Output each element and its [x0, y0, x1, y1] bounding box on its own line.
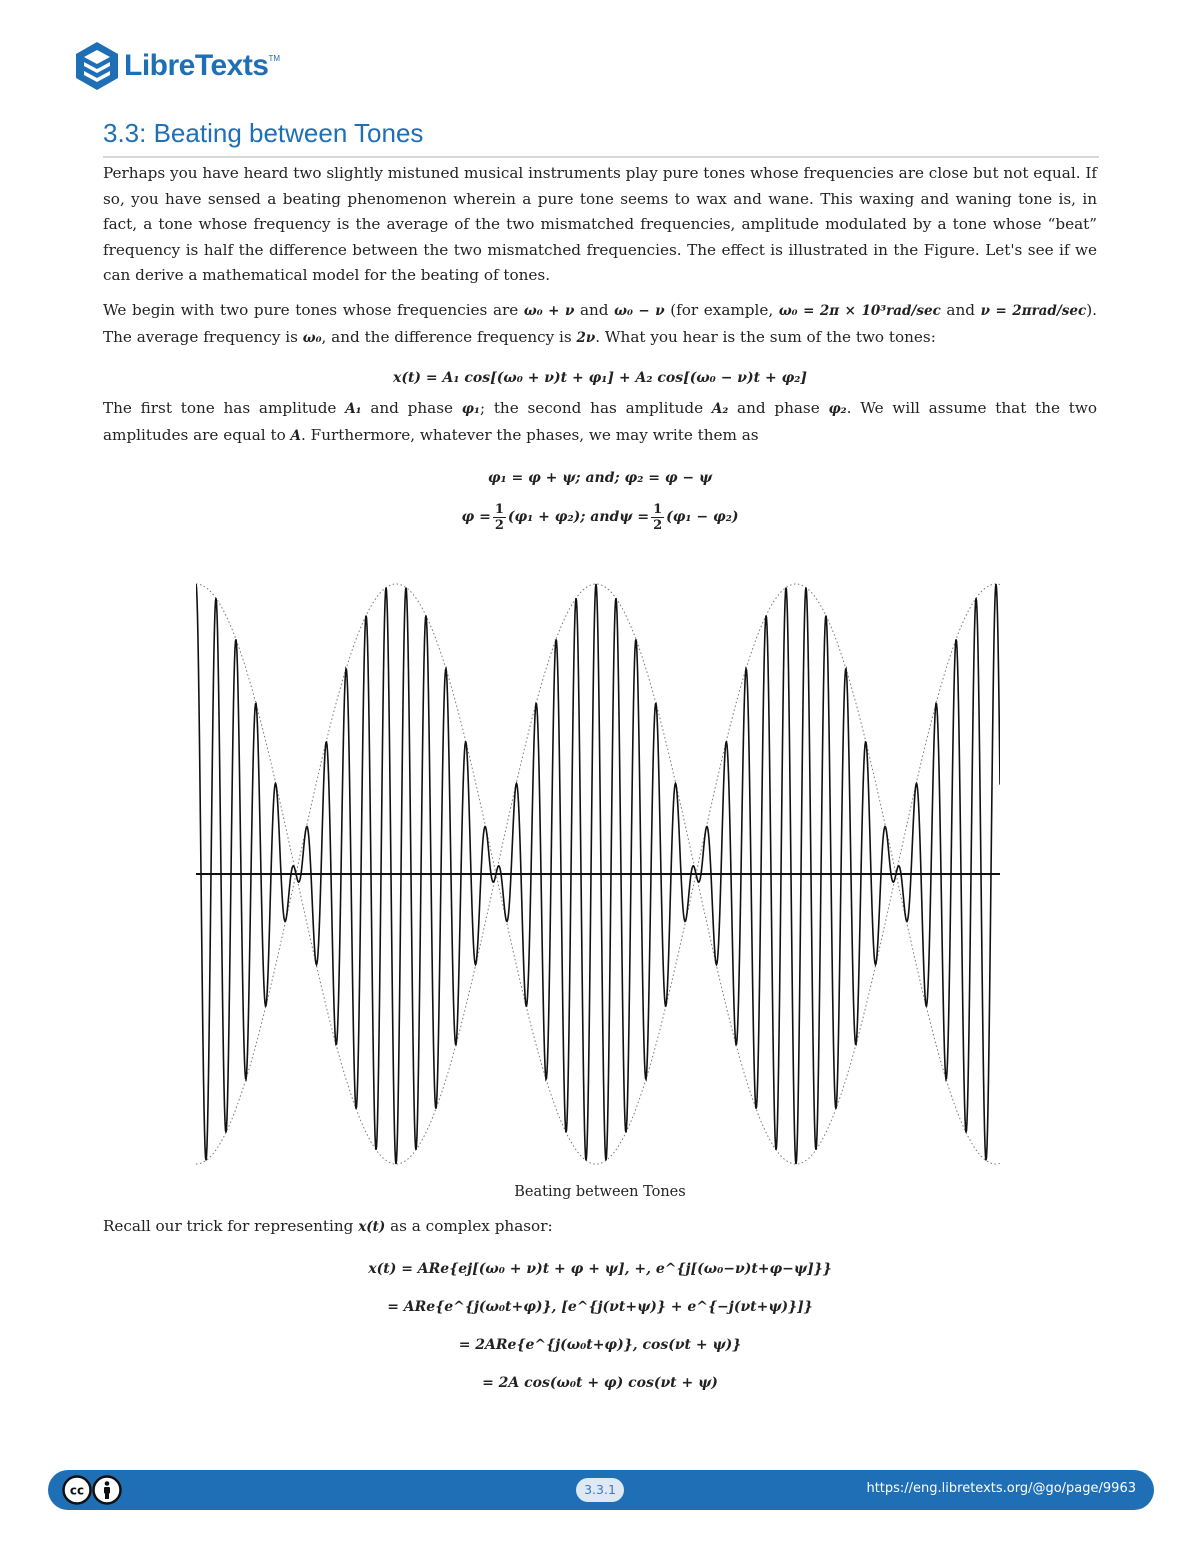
- math-inline: φ₁: [461, 401, 480, 418]
- math-inline: ω₀: [302, 329, 322, 346]
- creative-commons-icon[interactable]: [62, 1475, 124, 1505]
- page-footer: [48, 1470, 1154, 1510]
- page-number-badge: 3.3.1: [576, 1478, 624, 1502]
- equation-sum: x(t) = A₁ cos[(ω₀ + ν)t + φ₁] + A₂ cos[(ω₀ − ν)t + φ₂]: [392, 370, 808, 387]
- page-url-link[interactable]: https://eng.libretexts.org/@go/page/9963: [866, 1481, 1136, 1496]
- equation-phases-1: φ₁ = φ + ψ; and; φ₂ = φ − ψ: [487, 470, 713, 487]
- math-inline: φ₂: [828, 401, 847, 418]
- math-inline: x(t): [358, 1219, 386, 1235]
- page-title: 3.3: Beating between Tones: [103, 118, 424, 148]
- equation-phasor-3: = 2ARe{e^{j(ω₀t+φ)}, cos(νt + ψ)}: [458, 1336, 742, 1353]
- fraction-half: $\frac{1}{2}$: [653, 501, 663, 533]
- page-content: [103, 161, 1097, 540]
- math-inline: ω₀ + ν: [523, 302, 575, 319]
- brand-tm: TM: [268, 54, 281, 63]
- svg-text:cc: cc: [69, 1483, 85, 1498]
- tones-paragraph: We begin with two pure tones whose frequencies are ω₀ + ν and ω₀ − ν (for example, ω₀ = 2π × 10³rad/sec and ν = 2πrad/sec). The average frequency is ω₀, and the difference frequency is 2ν. What you hear is the sum of the two tones:: [103, 300, 1097, 346]
- libretexts-logo[interactable]: [74, 40, 280, 92]
- title-divider: [103, 156, 1099, 158]
- math-inline: A: [290, 427, 302, 444]
- equation-phasor-1: x(t) = ARe{ej[(ω₀ + ν)t + φ + ψ], +, e^{j[(ω₀−ν)t+φ−ψ]}}: [368, 1260, 832, 1277]
- math-inline: A₁: [345, 401, 362, 418]
- amplitude-paragraph: The first tone has amplitude A₁ and phase φ₁; the second has amplitude A₂ and phase φ₂. We will assume that the two amplitudes are equal to A. Furthermore, whatever the phases, we may write them as: [103, 399, 1097, 444]
- beating-figure: [196, 574, 1000, 1174]
- equation-phasor-2: = ARe{e^{j(ω₀t+φ)}, [e^{j(νt+ψ)} + e^{−j(νt+ψ)}]}: [387, 1298, 813, 1315]
- math-inline: 2ν: [576, 329, 596, 346]
- math-inline: ω₀ − ν: [614, 302, 665, 319]
- intro-paragraph: Perhaps you have heard two slightly mistuned musical instruments play pure tones whose frequencies are close but not equal. If so, you have sensed a beating phenomenon wherein a pure tone seems to wax and wane. This waxing and waning tone is, in fact, a tone whose frequency is the average of the two mismatched frequencies, amplitude modulated by a tone whose “beat” frequency is half the difference between the two mismatched frequencies. The effect is illustrated in the Figure. Let's see if we can derive a mathematical model for the beating of tones.: [103, 164, 1097, 285]
- fraction-half: $\frac{1}{2}$: [494, 501, 504, 533]
- phasor-section: [103, 1214, 1097, 1402]
- math-inline: A₂: [711, 401, 729, 418]
- equation-phases-2: φ = $\frac{1}{2}$ (φ₁ + φ₂); andψ = $\frac{1}{2}$ (φ₁ − φ₂): [461, 501, 739, 533]
- brand-name: LibreTexts: [124, 49, 269, 82]
- phasor-paragraph: Recall our trick for representing x(t) as a complex phasor:: [103, 1217, 553, 1235]
- math-inline: ω₀ = 2π × 10³rad/sec: [778, 302, 941, 319]
- equation-phasor-4: = 2A cos(ω₀t + φ) cos(νt + ψ): [482, 1374, 718, 1391]
- libretexts-hex-icon: [74, 40, 120, 92]
- figure-caption: Beating between Tones: [514, 1184, 686, 1200]
- math-inline: ν = 2πrad/sec: [980, 302, 1087, 319]
- beating-waveform-plot: [196, 574, 1000, 1174]
